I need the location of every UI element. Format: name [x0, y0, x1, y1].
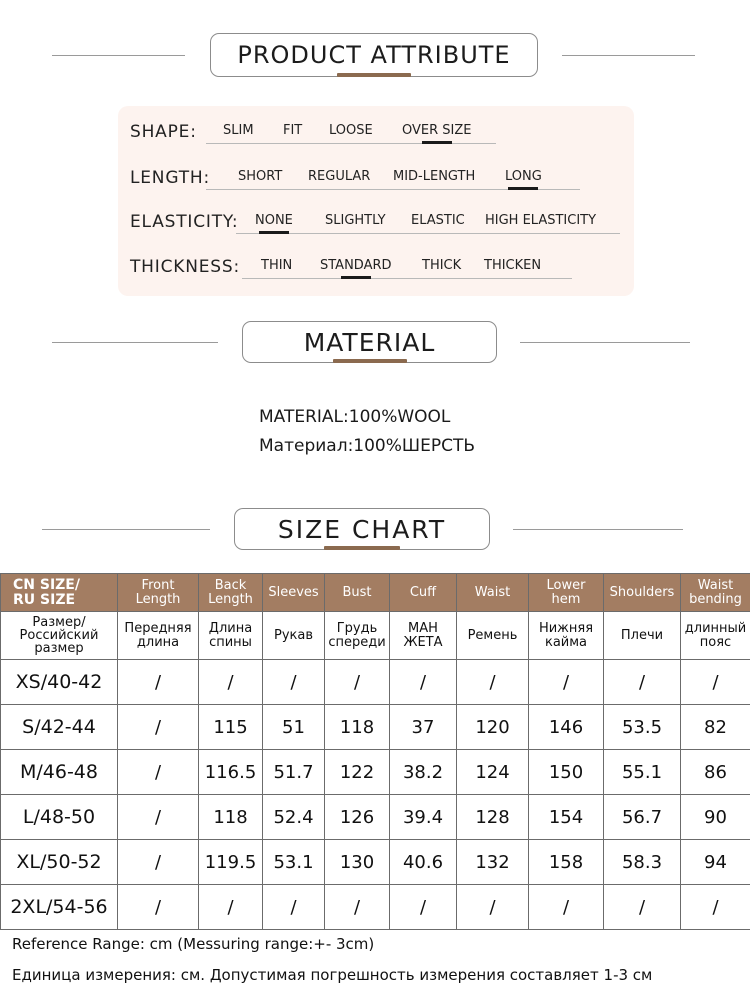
table-cell: 38.2: [390, 750, 457, 795]
table-cell: Передняя длина: [118, 612, 199, 660]
option-thin: THIN: [261, 258, 293, 273]
selected-marker: [341, 276, 371, 279]
table-cell: 2XL/54-56: [1, 885, 118, 930]
option-none: NONE: [255, 213, 293, 228]
attribute-row-length: [118, 168, 634, 198]
table-cell: /: [390, 885, 457, 930]
table-cell: 124: [457, 750, 529, 795]
table-cell: 146: [529, 705, 604, 750]
material-header: [0, 321, 750, 365]
divider: [562, 55, 695, 56]
table-cell: /: [325, 885, 390, 930]
table-cell: 86: [681, 750, 750, 795]
table-header-row: [1, 574, 750, 612]
table-cell: Нижняя кайма: [529, 612, 604, 660]
table-cell: 119.5: [199, 840, 263, 885]
table-cell: XS/40-42: [1, 660, 118, 705]
table-cell: 116.5: [199, 750, 263, 795]
attribute-row-elasticity: [118, 212, 634, 242]
footnote-russian: Единица измерения: см. Допустимая погрешность измерения составляет 1-3 см: [12, 966, 653, 984]
table-cell: /: [118, 705, 199, 750]
table-cell: 130: [325, 840, 390, 885]
table-cell: L/48-50: [1, 795, 118, 840]
table-cell: 120: [457, 705, 529, 750]
table-cell: 154: [529, 795, 604, 840]
attributes-panel: [118, 106, 634, 296]
table-cell: Плечи: [604, 612, 681, 660]
table-cell: 56.7: [604, 795, 681, 840]
table-cell: /: [118, 795, 199, 840]
table-cell: Waist bending: [681, 574, 750, 612]
table-cell: Shoulders: [604, 574, 681, 612]
table-cell: 53.5: [604, 705, 681, 750]
table-cell: /: [199, 885, 263, 930]
option-fit: FIT: [283, 123, 303, 138]
title-underline: [324, 546, 400, 550]
option-mid-length: MID-LENGTH: [393, 169, 476, 184]
selected-marker: [259, 231, 289, 234]
table-cell: /: [118, 750, 199, 795]
divider: [513, 529, 683, 530]
table-cell: 53.1: [263, 840, 325, 885]
table-cell: 118: [325, 705, 390, 750]
attribute-label: LENGTH:: [130, 168, 210, 188]
title-underline: [337, 73, 411, 77]
table-cell: 132: [457, 840, 529, 885]
table-cell: 126: [325, 795, 390, 840]
table-cell: /: [118, 660, 199, 705]
table-cell: 115: [199, 705, 263, 750]
table-cell: /: [263, 885, 325, 930]
table-cell: S/42-44: [1, 705, 118, 750]
divider: [52, 55, 185, 56]
option-elastic: ELASTIC: [411, 213, 465, 228]
table-cell: Sleeves: [263, 574, 325, 612]
section-title: MATERIAL: [303, 327, 436, 357]
table-cell: 158: [529, 840, 604, 885]
selected-marker: [422, 141, 452, 144]
table-header-row-russian: [1, 612, 750, 660]
table-row: [1, 840, 750, 885]
section-title: PRODUCT ATTRIBUTE: [237, 41, 511, 69]
table-cell: /: [604, 660, 681, 705]
table-cell: Front Length: [118, 574, 199, 612]
option-over-size: OVER SIZE: [402, 123, 471, 138]
table-row: [1, 750, 750, 795]
attribute-label: THICKNESS:: [130, 257, 240, 277]
table-cell: 82: [681, 705, 750, 750]
table-cell: /: [681, 885, 750, 930]
table-cell: длинный пояс: [681, 612, 750, 660]
table-cell: Рукав: [263, 612, 325, 660]
table-cell: /: [457, 885, 529, 930]
table-cell: Waist: [457, 574, 529, 612]
section-title-pill: [210, 33, 538, 77]
product-attribute-header: [0, 33, 750, 79]
table-row: [1, 885, 750, 930]
option-thick: THICK: [422, 258, 462, 273]
table-cell: /: [263, 660, 325, 705]
attribute-label: SHAPE:: [130, 122, 197, 142]
attribute-row-shape: [118, 122, 634, 152]
option-slightly: SLIGHTLY: [325, 213, 386, 228]
option-standard: STANDARD: [320, 258, 392, 273]
table-cell: Размер/ Российский размер: [1, 612, 118, 660]
table-cell: M/46-48: [1, 750, 118, 795]
table-cell: /: [118, 885, 199, 930]
table-cell: 39.4: [390, 795, 457, 840]
option-slim: SLIM: [223, 123, 254, 138]
table-row: [1, 705, 750, 750]
table-cell: /: [604, 885, 681, 930]
table-cell: XL/50-52: [1, 840, 118, 885]
section-title-pill: [234, 508, 490, 550]
table-cell: 90: [681, 795, 750, 840]
size-chart-header: [0, 508, 750, 552]
material-english: MATERIAL:100%WOOL: [259, 407, 451, 427]
table-cell: 58.3: [604, 840, 681, 885]
footnote-english: Reference Range: cm (Messuring range:+- 3cm): [12, 935, 375, 953]
attribute-line: [236, 233, 620, 234]
table-cell: 51: [263, 705, 325, 750]
table-cell: /: [325, 660, 390, 705]
table-cell: /: [681, 660, 750, 705]
attribute-label: ELASTICITY:: [130, 212, 239, 232]
option-high-elasticity: HIGH ELASTICITY: [485, 213, 597, 228]
table-cell: Bust: [325, 574, 390, 612]
table-cell: Lower hem: [529, 574, 604, 612]
size-chart-table: [0, 573, 750, 930]
table-cell: Cuff: [390, 574, 457, 612]
section-title-pill: [242, 321, 497, 363]
table-row: [1, 660, 750, 705]
attribute-line: [242, 278, 572, 279]
table-cell: Длина спины: [199, 612, 263, 660]
table-cell: 128: [457, 795, 529, 840]
table-cell: 37: [390, 705, 457, 750]
table-cell: /: [457, 660, 529, 705]
attribute-row-thickness: [118, 257, 634, 287]
option-regular: REGULAR: [308, 169, 371, 184]
divider: [52, 342, 218, 343]
table-cell: 122: [325, 750, 390, 795]
material-russian: Материал:100%ШЕРСТЬ: [259, 436, 475, 456]
table-cell: /: [390, 660, 457, 705]
divider: [520, 342, 690, 343]
table-cell: Грудь спереди: [325, 612, 390, 660]
table-cell: 52.4: [263, 795, 325, 840]
table-cell: 94: [681, 840, 750, 885]
option-loose: LOOSE: [329, 123, 373, 138]
option-long: LONG: [505, 169, 542, 184]
table-row: [1, 795, 750, 840]
table-cell: Ремень: [457, 612, 529, 660]
table-cell: Back Length: [199, 574, 263, 612]
table-cell: /: [529, 660, 604, 705]
table-cell: 118: [199, 795, 263, 840]
table-cell: МАН ЖЕТА: [390, 612, 457, 660]
title-underline: [333, 359, 407, 363]
table-cell: /: [118, 840, 199, 885]
table-cell: 51.7: [263, 750, 325, 795]
divider: [42, 529, 210, 530]
table-cell: /: [529, 885, 604, 930]
section-title: SIZE CHART: [277, 514, 447, 544]
selected-marker: [508, 187, 538, 190]
option-thicken: THICKEN: [484, 258, 542, 273]
table-cell: CN SIZE/ RU SIZE: [1, 574, 118, 612]
table-cell: 40.6: [390, 840, 457, 885]
table-cell: /: [199, 660, 263, 705]
attribute-line: [206, 143, 496, 144]
option-short: SHORT: [238, 169, 283, 184]
table-cell: 150: [529, 750, 604, 795]
table-cell: 55.1: [604, 750, 681, 795]
